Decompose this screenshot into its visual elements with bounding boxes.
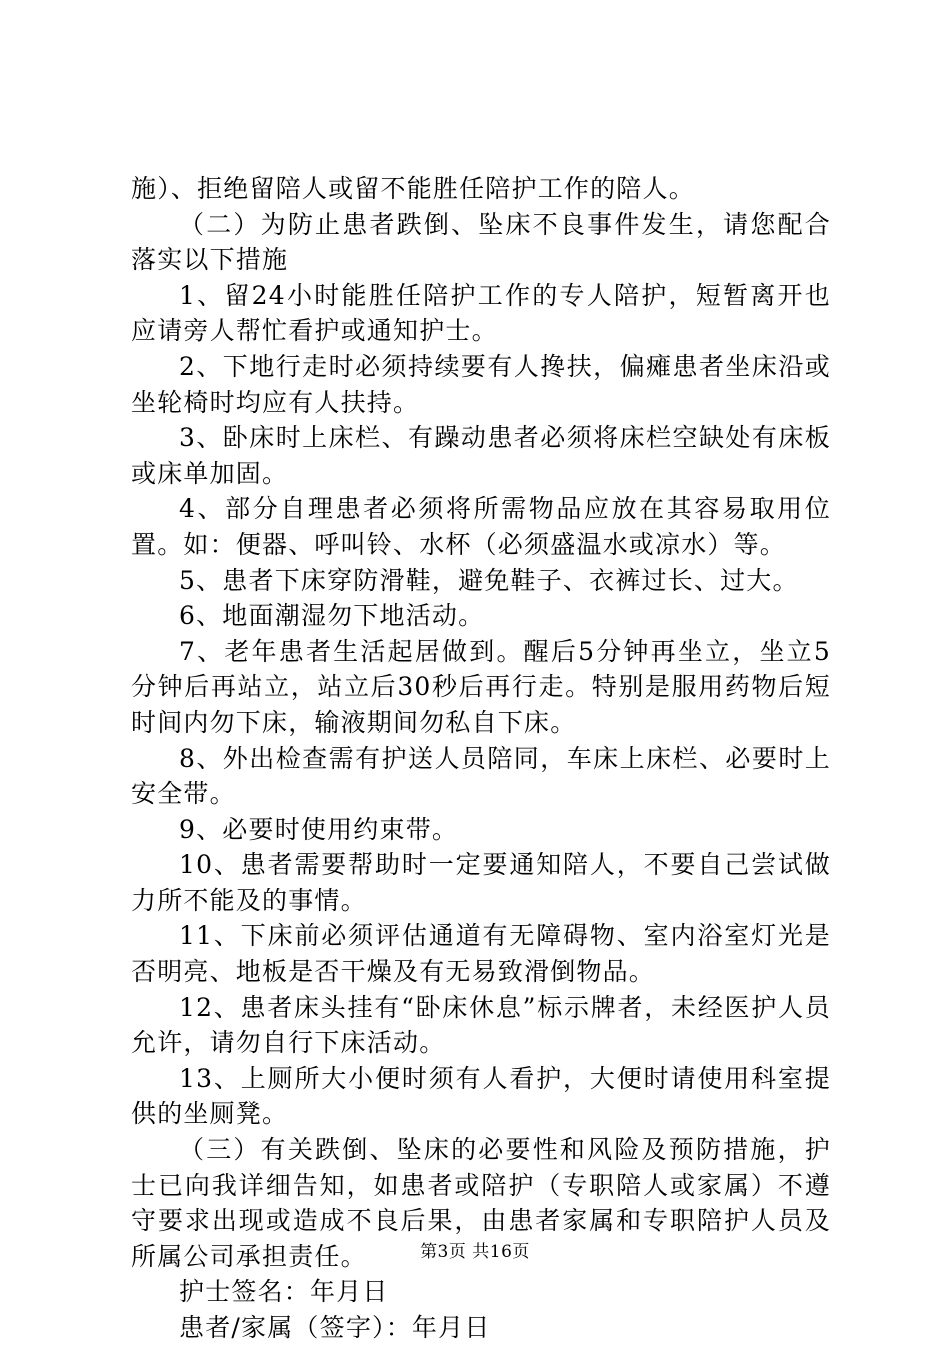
measure-item-1: 1、留24小时能胜任陪护工作的专人陪护，短暂离开也应请旁人帮忙看护或通知护士。 bbox=[131, 280, 831, 346]
measure-item-8: 8、外出检查需有护送人员陪同，车床上床栏、必要时上安全带。 bbox=[131, 743, 831, 809]
measure-item-9: 9、必要时使用约束带。 bbox=[179, 814, 459, 844]
section-heading-3: （三）有关跌倒、坠床的必要性和风险及预防措施，护士已向我详细告知，如患者或陪护（专职陪人或家属）不遵守要求出现或造成不良后果，由患者家属和专职陪护人员及所属公司承担责任。 bbox=[131, 1135, 831, 1271]
measure-item-11: 11、下床前必须评估通道有无障碍物、室内浴室灯光是否明亮、地板是否干燥及有无易致滑倒物品。 bbox=[131, 921, 831, 987]
nurse-signature-line: 护士签名：年月日 bbox=[179, 1277, 389, 1307]
page-number: 第3页 共16页 bbox=[420, 1242, 530, 1262]
page-footer bbox=[0, 1241, 950, 1263]
measure-item-13: 13、上厕所大小便时须有人看护，大便时请使用科室提供的坐厕凳。 bbox=[131, 1063, 831, 1129]
measure-item-4: 4、部分自理患者必须将所需物品应放在其容易取用位置。如：便器、呼叫铃、水杯（必须盛温水或凉水）等。 bbox=[131, 494, 831, 559]
measure-item-7: 7、老年患者生活起居做到。醒后5分钟再坐立，坐立5分钟后再站立，站立后30秒后再行走。特别是服用药物后短时间内勿下床，输液期间勿私自下床。 bbox=[131, 636, 831, 737]
patient-signature-line: 患者/家属（签字）：年月日 bbox=[179, 1313, 491, 1342]
section-heading-2: （二）为防止患者跌倒、坠床不良事件发生，请您配合落实以下措施 bbox=[131, 209, 831, 275]
measure-item-5: 5、患者下床穿防滑鞋，避免鞋子、衣裤过长、过大。 bbox=[179, 565, 799, 595]
measure-item-3: 3、卧床时上床栏、有躁动患者必须将床栏空缺处有床板或床单加固。 bbox=[131, 423, 831, 488]
measure-item-2: 2、下地行走时必须持续要有人搀扶，偏瘫患者坐床沿或坐轮椅时均应有人扶持。 bbox=[131, 351, 831, 417]
paragraph-continuation: 施）、拒绝留陪人或留不能胜任陪护工作的陪人。 bbox=[131, 174, 695, 203]
measure-item-10: 10、患者需要帮助时一定要通知陪人，不要自己尝试做力所不能及的事情。 bbox=[131, 850, 831, 915]
measure-item-12: 12、患者床头挂有“卧床休息”标示牌者，未经医护人员允许，请勿自行下床活动。 bbox=[131, 992, 831, 1058]
measure-item-6: 6、地面潮湿勿下地活动。 bbox=[179, 601, 485, 631]
document-body bbox=[131, 171, 831, 1346]
